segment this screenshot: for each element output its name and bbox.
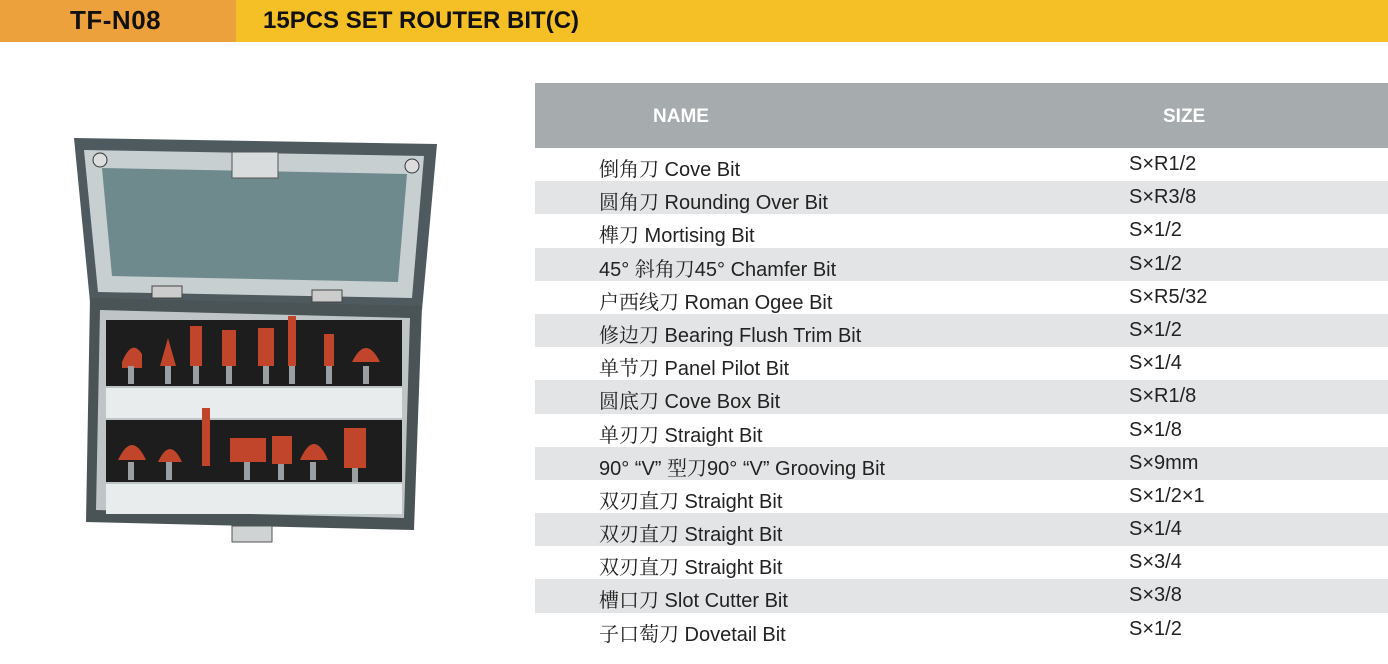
row-name: 槽口刀 Slot Cutter Bit xyxy=(599,590,788,613)
row-name: 圆底刀 Cove Box Bit xyxy=(599,391,781,414)
bit-row-top xyxy=(106,320,402,386)
row-name: 双刃直刀 Straight Bit xyxy=(599,490,783,513)
model-code-box xyxy=(0,0,236,42)
row-name: 圆角刀 Rounding Over Bit xyxy=(599,192,828,215)
row-size: S×1/8 xyxy=(1129,418,1182,441)
table-row xyxy=(535,314,1388,347)
row-name: 双刃直刀 Straight Bit xyxy=(599,557,783,580)
table-row xyxy=(535,414,1388,447)
table-row xyxy=(535,480,1388,513)
row-name: 双刃直刀 Straight Bit xyxy=(599,524,783,547)
table-row xyxy=(535,148,1388,181)
table-row xyxy=(535,281,1388,314)
lid-corner-left xyxy=(93,153,107,167)
table-row xyxy=(535,214,1388,247)
row-size: S×3/4 xyxy=(1129,551,1182,574)
row-name: 倒角刀 Cove Bit xyxy=(599,159,741,181)
row-size: S×1/2×1 xyxy=(1129,484,1205,507)
row-name: 榫刀 Mortising Bit xyxy=(599,225,755,248)
row-name: 45° 斜角刀45° Chamfer Bit xyxy=(599,258,837,281)
case-latch xyxy=(232,152,278,178)
lid-corner-right xyxy=(405,159,419,173)
row-size: S×R1/2 xyxy=(1129,153,1197,175)
row-size: S×R5/32 xyxy=(1129,285,1208,308)
row-name: 子口萄刀 Dovetail Bit xyxy=(599,623,786,646)
header-bar xyxy=(0,0,1388,42)
table-row xyxy=(535,347,1388,380)
row-size: S×1/2 xyxy=(1129,219,1182,242)
row-size: S×R3/8 xyxy=(1129,186,1197,209)
row-name: 修边刀 Bearing Flush Trim Bit xyxy=(599,324,862,347)
table-row xyxy=(535,513,1388,546)
table-row xyxy=(535,181,1388,214)
row-size: S×1/2 xyxy=(1129,252,1182,275)
table-row xyxy=(535,546,1388,579)
product-title: 15PCS SET ROUTER BIT(C) xyxy=(263,7,580,34)
label-row-bottom xyxy=(106,484,402,514)
row-name: 单刃刀 Straight Bit xyxy=(599,424,763,447)
row-size: S×9mm xyxy=(1129,451,1199,474)
row-size: S×R1/8 xyxy=(1129,385,1197,408)
router-bit-case-svg xyxy=(62,130,452,560)
case-bottom-clasp xyxy=(232,526,272,542)
table-row xyxy=(535,248,1388,281)
label-row-top xyxy=(106,388,402,418)
table-header xyxy=(535,83,1388,148)
row-name: 户西线刀 Roman Ogee Bit xyxy=(599,291,833,314)
row-name: 90° “V” 型刀90° “V” Grooving Bit xyxy=(599,457,886,480)
table-row xyxy=(535,613,1388,646)
row-size: S×1/2 xyxy=(1129,617,1182,640)
case-lid-foam xyxy=(102,168,407,282)
column-header-size: SIZE xyxy=(1163,106,1206,127)
table-row xyxy=(535,447,1388,480)
row-name: 单节刀 Panel Pilot Bit xyxy=(599,358,790,381)
table-row xyxy=(535,380,1388,413)
row-size: S×1/4 xyxy=(1129,518,1182,541)
router-bit-case-image xyxy=(62,130,452,560)
row-size: S×1/2 xyxy=(1129,318,1182,341)
table-row xyxy=(535,579,1388,612)
model-code: TF-N08 xyxy=(70,5,162,35)
row-size: S×3/8 xyxy=(1129,584,1182,607)
spec-table xyxy=(535,83,1388,646)
lid-hinge-right xyxy=(312,290,342,302)
lid-hinge-left xyxy=(152,286,182,298)
column-header-name: NAME xyxy=(653,106,709,127)
row-size: S×1/4 xyxy=(1129,352,1182,375)
